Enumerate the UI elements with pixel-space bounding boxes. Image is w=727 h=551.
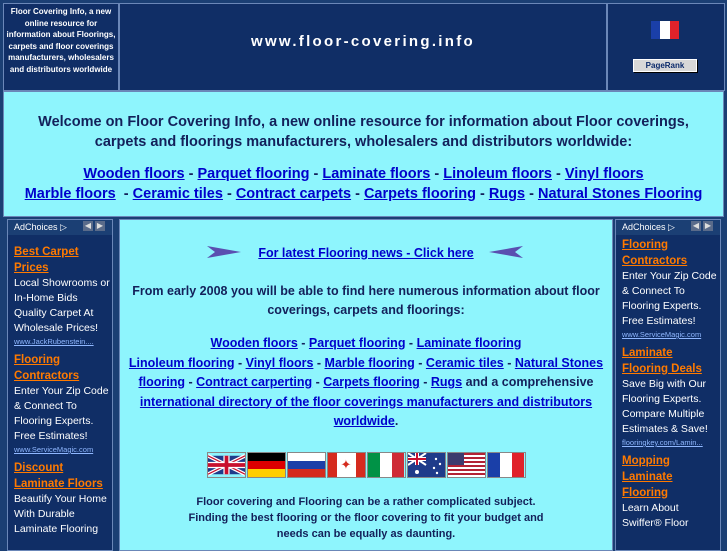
header-line: manufacturers, wholesalers: [8, 53, 114, 62]
link-linoleum-floors[interactable]: Linoleum floors: [443, 166, 552, 182]
subject-text: [120, 494, 612, 542]
ad-title[interactable]: Laminate Flooring Deals: [622, 347, 702, 375]
header-line: carpets and floor coverings: [8, 41, 114, 51]
link-ceramic-tiles[interactable]: Ceramic tiles: [425, 355, 504, 370]
canadian-flag-icon[interactable]: ✦: [327, 452, 366, 478]
link-laminate-floors[interactable]: Laminate floors: [322, 166, 431, 182]
ad-title[interactable]: Flooring Contractors: [622, 239, 688, 267]
ad-block[interactable]: [8, 244, 112, 347]
link-parquet-flooring[interactable]: Parquet flooring: [308, 336, 406, 350]
link-contract-carpets[interactable]: Contract carpets: [235, 186, 352, 202]
ad-body: Enter Your Zip Code & Connect To Flooring Experts. Free Estimates!: [14, 385, 109, 442]
next-ad-icon[interactable]: ▶: [704, 221, 712, 230]
prev-ad-icon[interactable]: ◀: [692, 221, 700, 230]
ad-title[interactable]: Best Carpet Prices: [14, 246, 79, 274]
subject-line: Finding the best flooring or the floor covering to fit your budget and: [188, 511, 544, 524]
language-flags: [120, 452, 612, 478]
link-carpets-flooring[interactable]: Carpets flooring: [363, 186, 476, 202]
link-natural-stones[interactable]: Natural Stones flooring: [138, 355, 604, 389]
adchoices-bar[interactable]: [8, 220, 112, 235]
ad-block[interactable]: [616, 237, 720, 340]
ad-url[interactable]: www.ServiceMagic.com: [14, 445, 94, 454]
pagerank-badge[interactable]: PageRank: [633, 59, 697, 72]
french-flag-icon[interactable]: [487, 452, 526, 478]
ad-block[interactable]: [616, 345, 720, 448]
ad-block[interactable]: [8, 460, 112, 537]
header-description-box: [3, 3, 119, 91]
ad-body: Enter Your Zip Code & Connect To Flooring Experts. Free Estimates!: [622, 270, 717, 327]
ad-block[interactable]: [616, 453, 720, 531]
italian-flag-icon[interactable]: [367, 452, 406, 478]
uk-flag-icon[interactable]: [207, 452, 246, 478]
header-description: [4, 4, 118, 75]
german-flag-icon[interactable]: [247, 452, 286, 478]
header-title-box: [119, 3, 607, 91]
header-line: and distributors worldwide: [9, 64, 113, 74]
russian-flag-icon[interactable]: [287, 452, 326, 478]
adchoices-bar[interactable]: [616, 220, 720, 235]
and-a-text: and a: [465, 375, 499, 389]
next-ad-icon[interactable]: ▶: [96, 221, 104, 230]
ad-block[interactable]: [8, 352, 112, 455]
us-flag-icon[interactable]: [447, 452, 486, 478]
link-parquet-flooring[interactable]: Parquet flooring: [197, 166, 310, 182]
link-ceramic-tiles[interactable]: Ceramic tiles: [132, 186, 223, 202]
ad-url[interactable]: www.JackRubenstein....: [14, 337, 94, 346]
arrow-right-icon: [207, 244, 241, 260]
link-marble-flooring[interactable]: Marble flooring: [324, 355, 415, 370]
prev-ad-icon[interactable]: ◀: [84, 221, 92, 230]
ad-url[interactable]: www.ServiceMagic.com: [622, 330, 702, 339]
news-link[interactable]: For latest Flooring news - Click here: [258, 246, 474, 260]
ad-title[interactable]: Mopping Laminate Flooring: [622, 455, 673, 499]
main-links: Wooden floors - Parquet flooring - Laminate flooring Linoleum flooring - Vinyl floors - Marble flooring - Ceramic tiles - Natural Stones flooring - Contract carperting - Carpets flooring - Rugs and a comprehensive international directory of the floor coverings manufacturers and distributors worldwide.: [128, 336, 604, 428]
arrow-left-icon: [489, 244, 523, 260]
link-vinyl-floors[interactable]: Vinyl floors: [245, 355, 314, 370]
subject-line: needs can be equally as daunting.: [276, 527, 456, 540]
header-right-box: [607, 3, 725, 91]
header-line: information about Floorings,: [6, 30, 116, 39]
link-natural-stones[interactable]: Natural Stones Flooring: [537, 186, 703, 202]
ad-title[interactable]: Flooring Contractors: [14, 354, 80, 382]
ad-body: Beautify Your Home With Durable Laminate Flooring: [14, 493, 107, 535]
welcome-intro: Welcome on Floor Covering Info, a new online resource for information about Floor coverings, carpets and floorings manufacturers, wholesalers and distributors worldwide:: [38, 114, 689, 150]
comprehensive-text: comprehensive: [501, 375, 594, 389]
link-directory[interactable]: international directory of the floor coverings manufacturers and distributors worldwide: [139, 394, 593, 428]
header-line: online resource for: [24, 18, 98, 28]
link-contract-carperting[interactable]: Contract carperting: [196, 375, 313, 389]
news-row: [120, 244, 612, 264]
link-rugs[interactable]: Rugs: [488, 186, 526, 202]
header-line: Floor Covering Info, a new: [10, 7, 112, 16]
welcome-panel: [3, 91, 724, 217]
site-url-title: www.floor-covering.info: [250, 33, 475, 50]
early-2008-text: From early 2008 you will be able to find here numerous information about floor coverings, carpets and floorings:: [132, 284, 600, 317]
ad-body: Local Showrooms or In-Home Bids Quality Carpet At Wholesale Prices!: [14, 277, 110, 334]
welcome-links: Wooden floors - Parquet flooring - Laminate floors - Linoleum floors - Vinyl floors Marble floors - Ceramic tiles - Contract carpets - Carpets flooring - Rugs - Natural Stones Flooring: [24, 166, 703, 202]
ad-title[interactable]: Discount Laminate Floors: [14, 462, 103, 490]
ad-body: Save Big with Our Flooring Experts. Compare Multiple Estimates & Save!: [622, 378, 708, 435]
link-wooden-floors[interactable]: Wooden floors: [83, 166, 185, 182]
adchoices-label[interactable]: AdChoices ▷: [14, 222, 67, 232]
adchoices-label[interactable]: AdChoices ▷: [622, 222, 675, 232]
link-marble-floors[interactable]: Marble floors: [24, 186, 116, 202]
link-wooden-floors[interactable]: Wooden floors: [210, 336, 298, 350]
main-content: [119, 219, 613, 551]
french-flag-icon[interactable]: [651, 21, 679, 39]
link-linoleum-flooring[interactable]: Linoleum flooring: [128, 355, 235, 370]
link-laminate-flooring[interactable]: Laminate flooring: [416, 336, 522, 350]
link-carpets-flooring[interactable]: Carpets flooring: [323, 375, 420, 389]
right-ad-column: [615, 219, 721, 551]
link-vinyl-floors[interactable]: Vinyl floors: [564, 166, 644, 182]
subject-line: Floor covering and Flooring can be a rather complicated subject.: [196, 495, 536, 508]
left-ad-column: [7, 219, 113, 551]
ad-body: Learn About Swiffer® Floor: [622, 502, 689, 529]
australian-flag-icon[interactable]: [407, 452, 446, 478]
ad-url[interactable]: flooringkey.com/Lamin...: [622, 438, 703, 447]
link-rugs[interactable]: Rugs: [430, 375, 463, 389]
